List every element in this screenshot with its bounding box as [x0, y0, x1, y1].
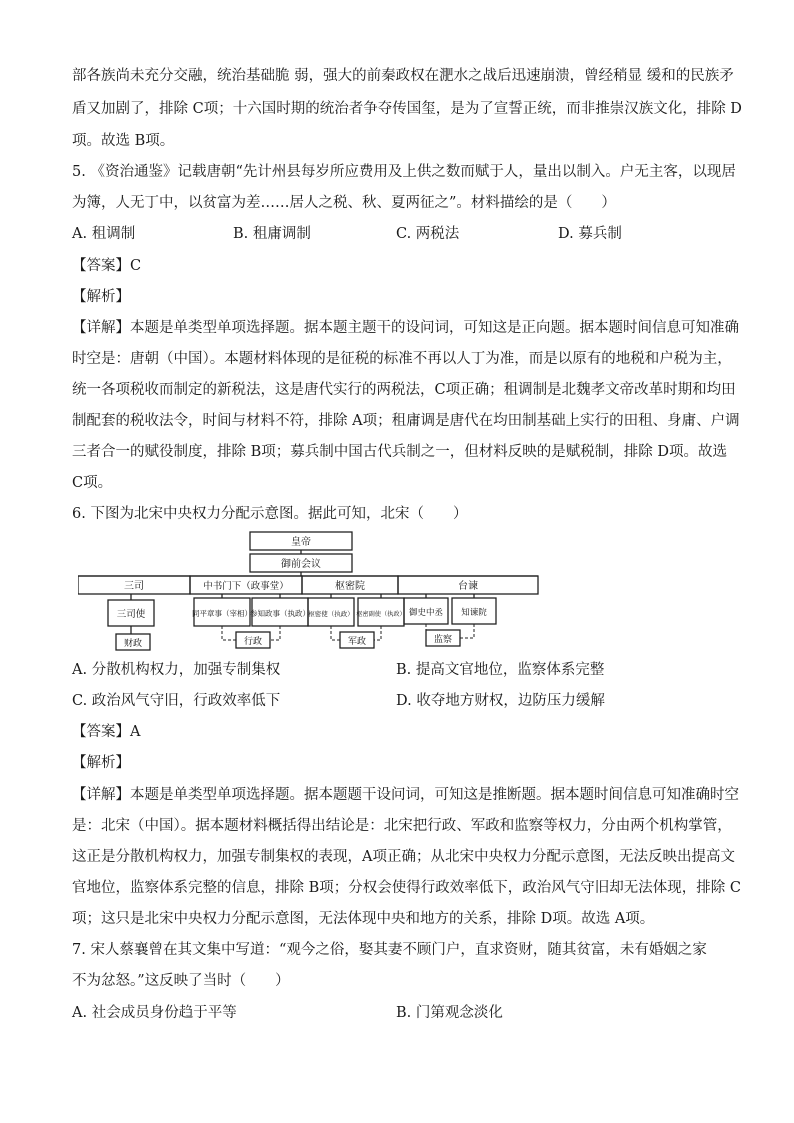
q5-option-c: C. 两税法: [396, 226, 460, 242]
q5-answer: 【答案】C: [72, 258, 142, 274]
office-yushi: 御史中丞: [408, 608, 444, 618]
branch-taijian: 台谏: [458, 581, 478, 592]
branch-sansi: 三司: [124, 581, 144, 592]
q6-option-a: A. 分散机构权力，加强专制集权: [72, 662, 281, 678]
q6-option-d: D. 收夺地方财权，边防压力缓解: [396, 693, 605, 709]
q5-detail-line: 制配套的税收法令，时间与材料不符，排除 A项；租庸调是唐代在均田制基础上实行的田租、身庸、户调: [72, 413, 740, 429]
q6-answer: 【答案】A: [72, 724, 141, 740]
office-zhijian: 知谏院: [461, 608, 487, 618]
q7-stem-line: 7. 宋人蔡襄曾在其文集中写道：“观今之俗，娶其妻不顾门户，直求资财，随其贫富，未有婚姻之家: [72, 942, 707, 958]
q5-detail-line: 【详解】本题是单类型单项选择题。据本题主题干的设问词，可知这是正向题。据本题时间信息可知准确: [72, 320, 739, 336]
q5-detail-line: 时空是：唐朝（中国）。本题材料体现的是征税的标准不再以人丁为准，而是以原有的地税和户税为主，: [72, 351, 732, 367]
q6-detail-line: 【详解】本题是单类型单项选择题。据本题题干设问词，可知这是推断题。据本题时间信息可知准确时空: [72, 787, 739, 803]
function-junzheng: 军政: [347, 637, 367, 647]
emperor-label: 皇帝: [291, 537, 311, 548]
office-shumifushi: 枢密副使（执政）: [356, 611, 406, 618]
q6-detail-line: 这正是分散机构权力，加强专制集权的表现，A项正确；从北宋中央权力分配示意图，无法反映出提高文: [72, 849, 735, 865]
power-distribution-diagram: [78, 530, 638, 652]
prev-analysis-line: 部各族尚未充分交融，统治基础脆 弱，强大的前秦政权在淝水之战后迅速崩溃，曾经稍显 缓和的民族矛: [72, 68, 734, 84]
q6-option-b: B. 提高文官地位，监察体系完整: [396, 662, 605, 678]
q5-option-a: A. 租调制: [72, 226, 136, 242]
q7-stem-line: 不为忿怒。”这反映了当时（ ）: [72, 973, 290, 989]
q6-detail-line: 项；这只是北宋中央权力分配示意图，无法体现中央和地方的关系，排除 D项。故选 A项。: [72, 911, 655, 927]
q5-detail-line: 三者合一的赋役制度，排除 B项；募兵制中国古代兵制之一，但材料反映的是赋税制，排除 D项。故选: [72, 444, 727, 460]
q6-option-c: C. 政治风气守旧，行政效率低下: [72, 693, 281, 709]
function-jiancha: 监察: [433, 635, 453, 645]
branch-shumiyuan: 枢密院: [335, 581, 365, 592]
q6-stem: 6. 下图为北宋中央权力分配示意图。据此可知，北宋（ ）: [72, 506, 468, 522]
office-canzhi: 参知政事（执政）: [250, 609, 310, 618]
q5-option-b: B. 租庸调制: [233, 226, 311, 242]
office-shumishi: 枢密使（执政）: [308, 610, 354, 618]
q5-stem-line: 5. 《资治通鉴》记载唐朝“先计州县每岁所应费用及上供之数而赋于人，量出以制入。户无主客，以现居: [72, 164, 736, 180]
q5-stem-line: 为簿，人无丁中，以贫富为差……居人之税、秋、夏两征之”。材料描绘的是（ ）: [72, 195, 616, 211]
prev-analysis-line: 盾又加剧了，排除 C项；十六国时期的统治者争夺传国玺，是为了宣誓正统，而非推崇汉族文化，排除 D: [72, 101, 742, 117]
q5-detail-line: 统一各项税收而制定的新税法，这是唐代实行的两税法，C项正确；租调制是北魏孝文帝改革时期和均田: [72, 382, 736, 398]
q5-analysis-label: 【解析】: [72, 289, 130, 305]
q5-detail-line: C项。: [72, 475, 113, 491]
q7-option-b: B. 门第观念淡化: [396, 1005, 503, 1021]
prev-analysis-line: 项。故选 B项。: [72, 133, 175, 149]
function-caizheng: 财政: [123, 639, 143, 649]
branch-zhongshu: 中书门下（政事堂）: [203, 581, 289, 592]
council-label: 御前会议: [281, 559, 321, 570]
office-zaixiang: 同平章事（宰相）: [192, 609, 252, 618]
q7-option-a: A. 社会成员身份趋于平等: [72, 1005, 237, 1021]
office-sansishi: 三司使: [116, 609, 146, 620]
q6-detail-line: 是：北宋（中国）。据本题材料概括得出结论是：北宋把行政、军政和监察等权力，分由两个机构掌管，: [72, 818, 732, 834]
function-xingzheng: 行政: [243, 637, 263, 647]
q6-detail-line: 官地位，监察体系完整的信息，排除 B项；分权会使得行政效率低下，政治风气守旧却无法体现，排除 C: [72, 880, 741, 896]
q6-analysis-label: 【解析】: [72, 755, 130, 771]
q5-option-d: D. 募兵制: [558, 226, 622, 242]
